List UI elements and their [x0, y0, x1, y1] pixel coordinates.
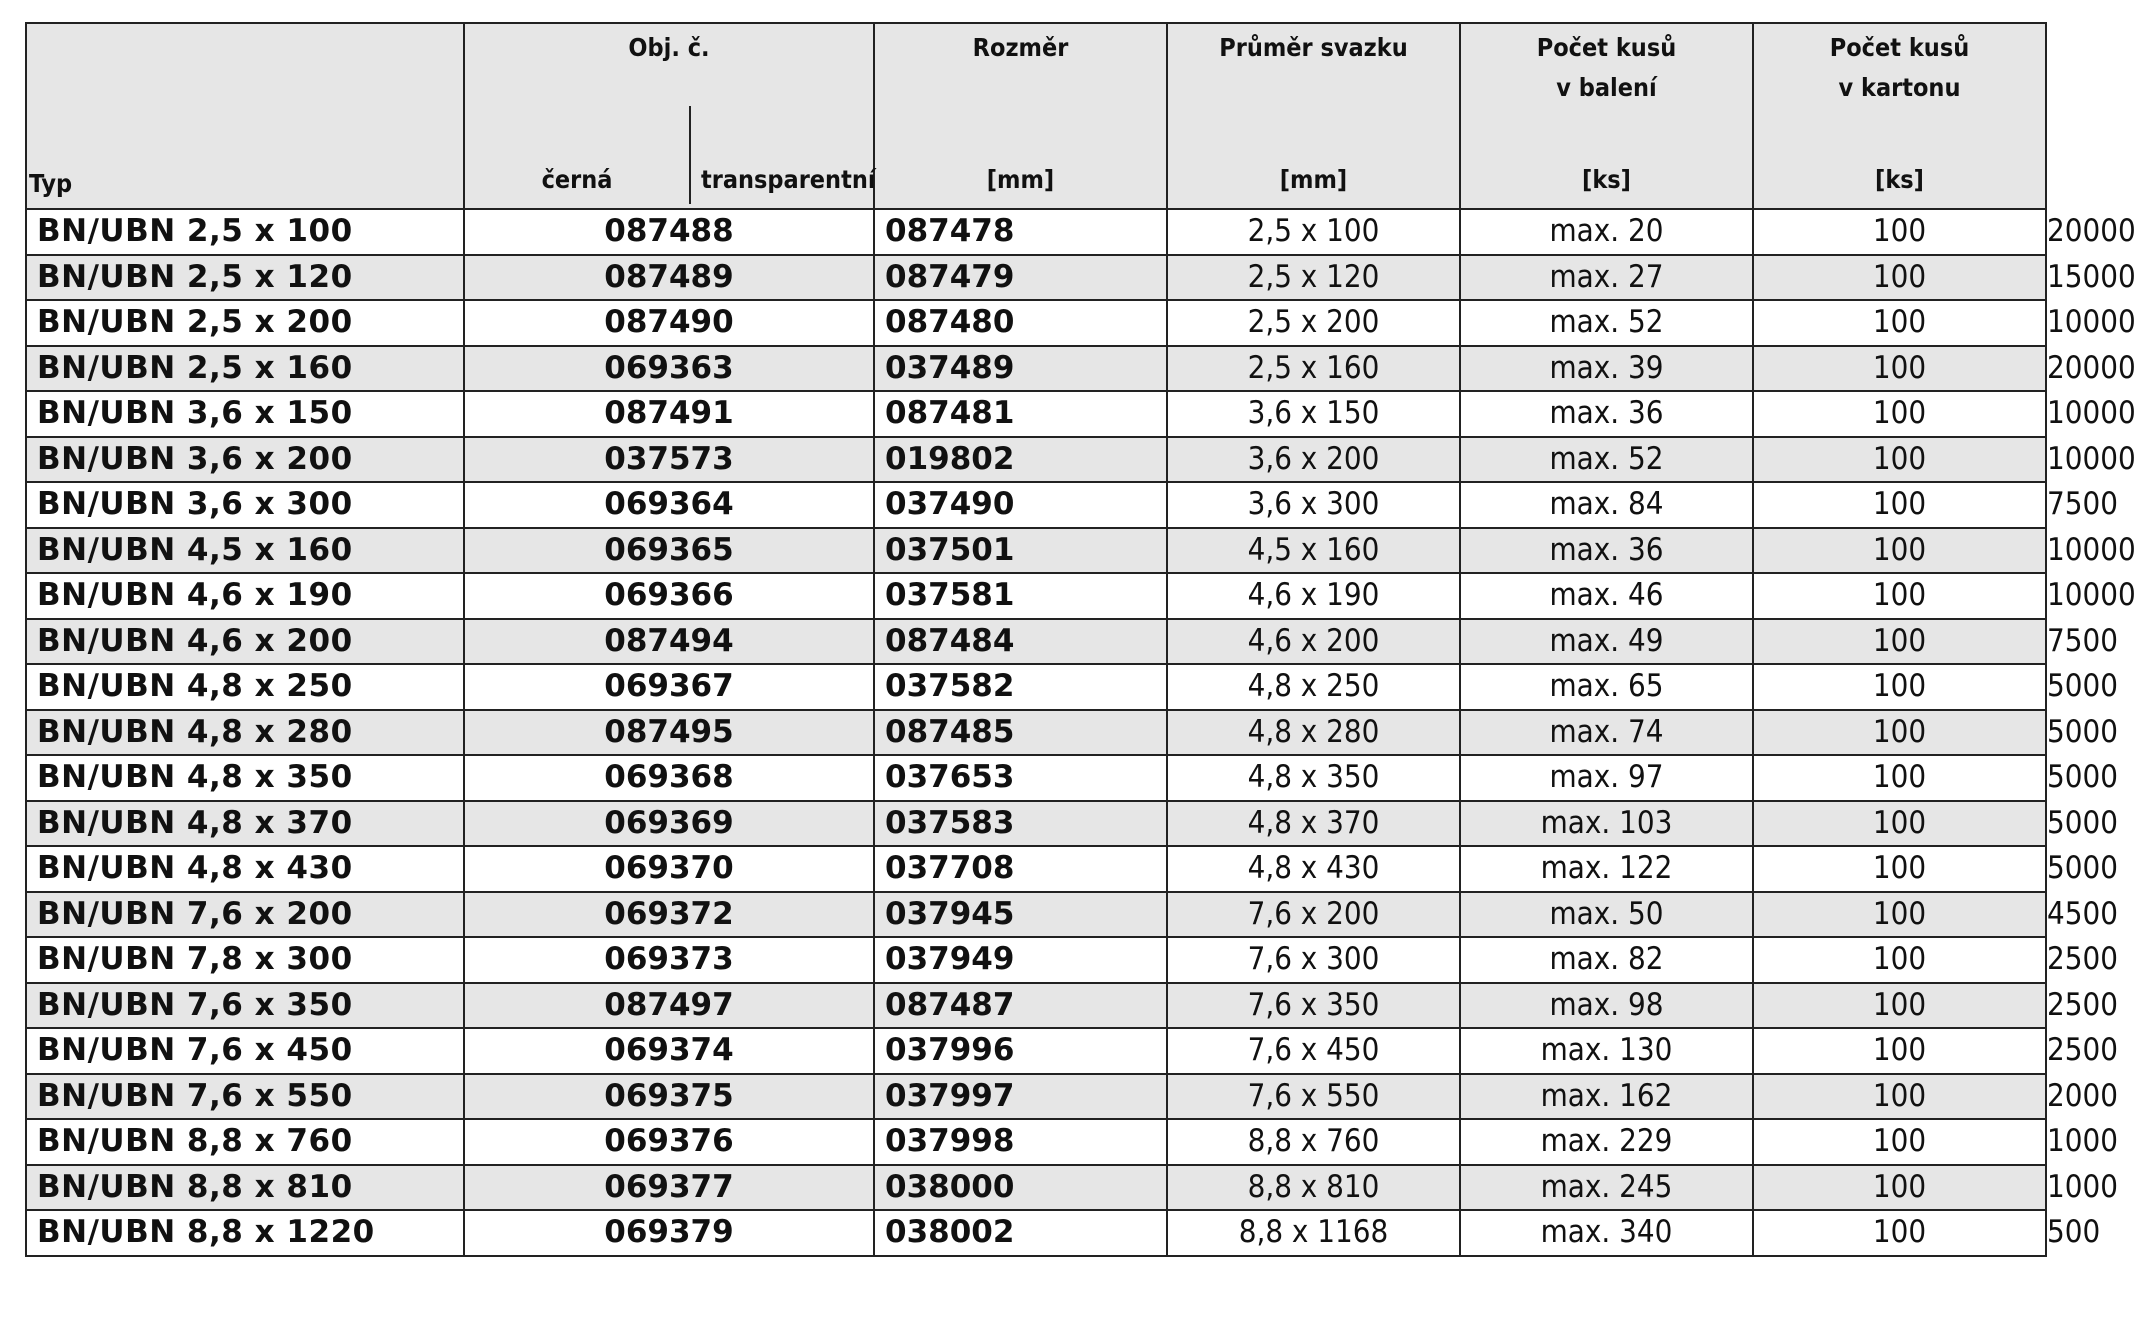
cell-typ: BN/UBN 8,8 x 760 — [26, 1119, 464, 1165]
cell-cerna: 037573 — [464, 437, 874, 483]
cell-prumer: max. 52 — [1460, 300, 1753, 346]
cell-prumer: max. 52 — [1460, 437, 1753, 483]
header-rozmer — [874, 23, 1167, 209]
cell-prumer: max. 27 — [1460, 255, 1753, 301]
cell-rozmer: 3,6 x 200 — [1167, 437, 1460, 483]
cell-prumer: max. 162 — [1460, 1074, 1753, 1120]
header-transparentni: transparentní — [701, 165, 876, 194]
cell-prumer: max. 98 — [1460, 983, 1753, 1029]
table-row: BN/UBN 3,6 x 300 069364 037490 3,6 x 300 max. 84 100 7500 — [26, 482, 2046, 528]
cell-typ: BN/UBN 3,6 x 200 — [26, 437, 464, 483]
cell-cerna: 069379 — [464, 1210, 874, 1256]
cell-typ: BN/UBN 2,5 x 100 — [26, 209, 464, 255]
cell-rozmer: 7,6 x 200 — [1167, 892, 1460, 938]
table-row: BN/UBN 3,6 x 200 037573 019802 3,6 x 200 max. 52 100 10000 — [26, 437, 2046, 483]
cell-cerna: 069365 — [464, 528, 874, 574]
cell-rozmer: 8,8 x 1168 — [1167, 1210, 1460, 1256]
cell-transparentni: 037582 — [874, 664, 1167, 710]
header-karton-unit: [ks] — [1875, 165, 1924, 194]
header-typ: Typ — [26, 23, 464, 209]
table-row: BN/UBN 7,6 x 550 069375 037997 7,6 x 550 max. 162 100 2000 — [26, 1074, 2046, 1120]
cell-rozmer: 4,6 x 200 — [1167, 619, 1460, 665]
table-row: BN/UBN 4,8 x 280 087495 087485 4,8 x 280 max. 74 100 5000 — [26, 710, 2046, 756]
cell-baleni: 100 — [1753, 664, 2046, 710]
cell-typ: BN/UBN 7,6 x 450 — [26, 1028, 464, 1074]
cell-cerna: 069368 — [464, 755, 874, 801]
cell-typ: BN/UBN 3,6 x 300 — [26, 482, 464, 528]
table-row: BN/UBN 2,5 x 100 087488 087478 2,5 x 100 max. 20 100 20000 — [26, 209, 2046, 255]
cell-cerna: 069372 — [464, 892, 874, 938]
cell-baleni: 100 — [1753, 937, 2046, 983]
cell-typ: BN/UBN 4,8 x 370 — [26, 801, 464, 847]
cell-typ: BN/UBN 7,6 x 200 — [26, 892, 464, 938]
header-obj — [464, 23, 874, 209]
table-row: BN/UBN 8,8 x 810 069377 038000 8,8 x 810 max. 245 100 1000 — [26, 1165, 2046, 1211]
cell-baleni: 100 — [1753, 892, 2046, 938]
cell-transparentni: 019802 — [874, 437, 1167, 483]
cell-baleni: 100 — [1753, 846, 2046, 892]
header-cerna: černá — [541, 165, 613, 194]
header-prumer — [1167, 23, 1460, 209]
cell-transparentni: 037997 — [874, 1074, 1167, 1120]
cell-baleni: 100 — [1753, 300, 2046, 346]
cell-transparentni: 037998 — [874, 1119, 1167, 1165]
cell-typ: BN/UBN 2,5 x 200 — [26, 300, 464, 346]
cell-baleni: 100 — [1753, 1028, 2046, 1074]
cell-rozmer: 2,5 x 100 — [1167, 209, 1460, 255]
cell-cerna: 069375 — [464, 1074, 874, 1120]
cell-transparentni: 037583 — [874, 801, 1167, 847]
header-karton-line1: Počet kusů — [1829, 33, 1970, 62]
table-row: BN/UBN 4,8 x 370 069369 037583 4,8 x 370 max. 103 100 5000 — [26, 801, 2046, 847]
cell-baleni: 100 — [1753, 1210, 2046, 1256]
cell-baleni: 100 — [1753, 573, 2046, 619]
header-baleni-line1: Počet kusů — [1536, 33, 1677, 62]
cell-typ: BN/UBN 4,8 x 430 — [26, 846, 464, 892]
cell-prumer: max. 46 — [1460, 573, 1753, 619]
cell-typ: BN/UBN 8,8 x 1220 — [26, 1210, 464, 1256]
cell-baleni: 100 — [1753, 209, 2046, 255]
cell-transparentni: 037949 — [874, 937, 1167, 983]
cell-rozmer: 7,6 x 350 — [1167, 983, 1460, 1029]
cell-baleni: 100 — [1753, 346, 2046, 392]
cell-cerna: 069369 — [464, 801, 874, 847]
cell-rozmer: 4,8 x 250 — [1167, 664, 1460, 710]
cell-prumer: max. 20 — [1460, 209, 1753, 255]
cell-cerna: 069370 — [464, 846, 874, 892]
header-baleni-line2: v balení — [1556, 73, 1657, 102]
cell-cerna: 087497 — [464, 983, 874, 1029]
cell-typ: BN/UBN 4,6 x 200 — [26, 619, 464, 665]
cell-prumer: max. 122 — [1460, 846, 1753, 892]
cell-prumer: max. 97 — [1460, 755, 1753, 801]
cell-prumer: max. 36 — [1460, 391, 1753, 437]
cell-baleni: 100 — [1753, 1074, 2046, 1120]
table-row: BN/UBN 4,6 x 190 069366 037581 4,6 x 190 max. 46 100 10000 — [26, 573, 2046, 619]
cell-typ: BN/UBN 2,5 x 160 — [26, 346, 464, 392]
cell-transparentni: 037945 — [874, 892, 1167, 938]
header-rozmer-unit: [mm] — [986, 165, 1055, 194]
cell-transparentni: 037996 — [874, 1028, 1167, 1074]
cell-baleni: 100 — [1753, 710, 2046, 756]
cell-cerna: 069374 — [464, 1028, 874, 1074]
cell-prumer: max. 245 — [1460, 1165, 1753, 1211]
cell-baleni: 100 — [1753, 1119, 2046, 1165]
cell-rozmer: 4,5 x 160 — [1167, 528, 1460, 574]
cell-baleni: 100 — [1753, 983, 2046, 1029]
cell-typ: BN/UBN 4,8 x 350 — [26, 755, 464, 801]
cell-rozmer: 4,8 x 430 — [1167, 846, 1460, 892]
cell-cerna: 087488 — [464, 209, 874, 255]
table-row: BN/UBN 8,8 x 1220 069379 038002 8,8 x 1168 max. 340 100 500 — [26, 1210, 2046, 1256]
cell-baleni: 100 — [1753, 391, 2046, 437]
cell-baleni: 100 — [1753, 482, 2046, 528]
table-row: BN/UBN 4,8 x 350 069368 037653 4,8 x 350 max. 97 100 5000 — [26, 755, 2046, 801]
cell-cerna: 087490 — [464, 300, 874, 346]
cell-cerna: 087495 — [464, 710, 874, 756]
cell-transparentni: 037653 — [874, 755, 1167, 801]
cell-transparentni: 038002 — [874, 1210, 1167, 1256]
cell-baleni: 100 — [1753, 437, 2046, 483]
cell-prumer: max. 130 — [1460, 1028, 1753, 1074]
cell-rozmer: 4,6 x 190 — [1167, 573, 1460, 619]
cell-transparentni: 087484 — [874, 619, 1167, 665]
header-rozmer-title: Rozměr — [972, 33, 1069, 62]
cell-typ: BN/UBN 7,6 x 350 — [26, 983, 464, 1029]
cell-rozmer: 3,6 x 300 — [1167, 482, 1460, 528]
table-row: BN/UBN 4,8 x 430 069370 037708 4,8 x 430 max. 122 100 5000 — [26, 846, 2046, 892]
cell-prumer: max. 65 — [1460, 664, 1753, 710]
cell-rozmer: 2,5 x 120 — [1167, 255, 1460, 301]
header-prumer-title: Průměr svazku — [1219, 33, 1408, 62]
cell-rozmer: 8,8 x 810 — [1167, 1165, 1460, 1211]
cell-typ: BN/UBN 7,8 x 300 — [26, 937, 464, 983]
table-row: BN/UBN 3,6 x 150 087491 087481 3,6 x 150 max. 36 100 10000 — [26, 391, 2046, 437]
cell-typ: BN/UBN 4,8 x 250 — [26, 664, 464, 710]
cell-prumer: max. 36 — [1460, 528, 1753, 574]
cell-rozmer: 7,6 x 450 — [1167, 1028, 1460, 1074]
cell-transparentni: 087479 — [874, 255, 1167, 301]
cell-cerna: 069377 — [464, 1165, 874, 1211]
cell-transparentni: 037490 — [874, 482, 1167, 528]
cell-rozmer: 7,6 x 550 — [1167, 1074, 1460, 1120]
table-body — [26, 209, 2136, 1256]
cell-transparentni: 038000 — [874, 1165, 1167, 1211]
cell-transparentni: 037581 — [874, 573, 1167, 619]
cell-cerna: 087491 — [464, 391, 874, 437]
header-baleni — [1460, 23, 1753, 209]
cell-rozmer: 7,6 x 300 — [1167, 937, 1460, 983]
header-baleni-unit: [ks] — [1582, 165, 1631, 194]
cell-typ: BN/UBN 3,6 x 150 — [26, 391, 464, 437]
cell-baleni: 100 — [1753, 255, 2046, 301]
header-karton — [1753, 23, 2046, 209]
table-row: BN/UBN 8,8 x 760 069376 037998 8,8 x 760 max. 229 100 1000 — [26, 1119, 2046, 1165]
cell-typ: BN/UBN 4,8 x 280 — [26, 710, 464, 756]
product-table — [25, 22, 2136, 1257]
cell-prumer: max. 229 — [1460, 1119, 1753, 1165]
cell-cerna: 069373 — [464, 937, 874, 983]
cell-cerna: 087494 — [464, 619, 874, 665]
cell-transparentni: 037708 — [874, 846, 1167, 892]
cell-rozmer: 4,8 x 350 — [1167, 755, 1460, 801]
cell-rozmer: 8,8 x 760 — [1167, 1119, 1460, 1165]
table-row: BN/UBN 4,5 x 160 069365 037501 4,5 x 160 max. 36 100 10000 — [26, 528, 2046, 574]
table-row: BN/UBN 2,5 x 160 069363 037489 2,5 x 160 max. 39 100 20000 — [26, 346, 2046, 392]
cell-prumer: max. 82 — [1460, 937, 1753, 983]
cell-cerna: 069376 — [464, 1119, 874, 1165]
table-row: BN/UBN 4,8 x 250 069367 037582 4,8 x 250 max. 65 100 5000 — [26, 664, 2046, 710]
cell-prumer: max. 50 — [1460, 892, 1753, 938]
cell-transparentni: 037489 — [874, 346, 1167, 392]
cell-transparentni: 087480 — [874, 300, 1167, 346]
cell-baleni: 100 — [1753, 619, 2046, 665]
cell-cerna: 069367 — [464, 664, 874, 710]
cell-prumer: max. 39 — [1460, 346, 1753, 392]
cell-typ: BN/UBN 4,6 x 190 — [26, 573, 464, 619]
table-row: BN/UBN 7,6 x 350 087497 087487 7,6 x 350 max. 98 100 2500 — [26, 983, 2046, 1029]
header-row — [26, 23, 2046, 209]
cell-prumer: max. 340 — [1460, 1210, 1753, 1256]
cell-cerna: 069364 — [464, 482, 874, 528]
cell-baleni: 100 — [1753, 755, 2046, 801]
cell-cerna: 069366 — [464, 573, 874, 619]
cell-rozmer: 4,8 x 280 — [1167, 710, 1460, 756]
cell-baleni: 100 — [1753, 1165, 2046, 1211]
cell-typ: BN/UBN 2,5 x 120 — [26, 255, 464, 301]
cell-transparentni: 087478 — [874, 209, 1167, 255]
header-obj-title: Obj. č. — [628, 33, 710, 62]
cell-typ: BN/UBN 8,8 x 810 — [26, 1165, 464, 1211]
cell-transparentni: 037501 — [874, 528, 1167, 574]
cell-transparentni: 087485 — [874, 710, 1167, 756]
table-row: BN/UBN 2,5 x 200 087490 087480 2,5 x 200 max. 52 100 10000 — [26, 300, 2046, 346]
cell-transparentni: 087481 — [874, 391, 1167, 437]
header-prumer-unit: [mm] — [1279, 165, 1348, 194]
cell-baleni: 100 — [1753, 801, 2046, 847]
cell-typ: BN/UBN 4,5 x 160 — [26, 528, 464, 574]
cell-prumer: max. 103 — [1460, 801, 1753, 847]
table-row: BN/UBN 7,8 x 300 069373 037949 7,6 x 300 max. 82 100 2500 — [26, 937, 2046, 983]
table-row: BN/UBN 4,6 x 200 087494 087484 4,6 x 200 max. 49 100 7500 — [26, 619, 2046, 665]
cell-rozmer: 2,5 x 160 — [1167, 346, 1460, 392]
table-row: BN/UBN 7,6 x 200 069372 037945 7,6 x 200 max. 50 100 4500 — [26, 892, 2046, 938]
cell-cerna: 069363 — [464, 346, 874, 392]
header-karton-line2: v kartonu — [1838, 73, 1961, 102]
cell-typ: BN/UBN 7,6 x 550 — [26, 1074, 464, 1120]
table-row: BN/UBN 2,5 x 120 087489 087479 2,5 x 120 max. 27 100 15000 — [26, 255, 2046, 301]
cell-rozmer: 2,5 x 200 — [1167, 300, 1460, 346]
table-row: BN/UBN 7,6 x 450 069374 037996 7,6 x 450 max. 130 100 2500 — [26, 1028, 2046, 1074]
cell-rozmer: 3,6 x 150 — [1167, 391, 1460, 437]
cell-cerna: 087489 — [464, 255, 874, 301]
cell-rozmer: 4,8 x 370 — [1167, 801, 1460, 847]
cell-baleni: 100 — [1753, 528, 2046, 574]
cell-prumer: max. 84 — [1460, 482, 1753, 528]
cell-prumer: max. 49 — [1460, 619, 1753, 665]
cell-transparentni: 087487 — [874, 983, 1167, 1029]
cell-prumer: max. 74 — [1460, 710, 1753, 756]
